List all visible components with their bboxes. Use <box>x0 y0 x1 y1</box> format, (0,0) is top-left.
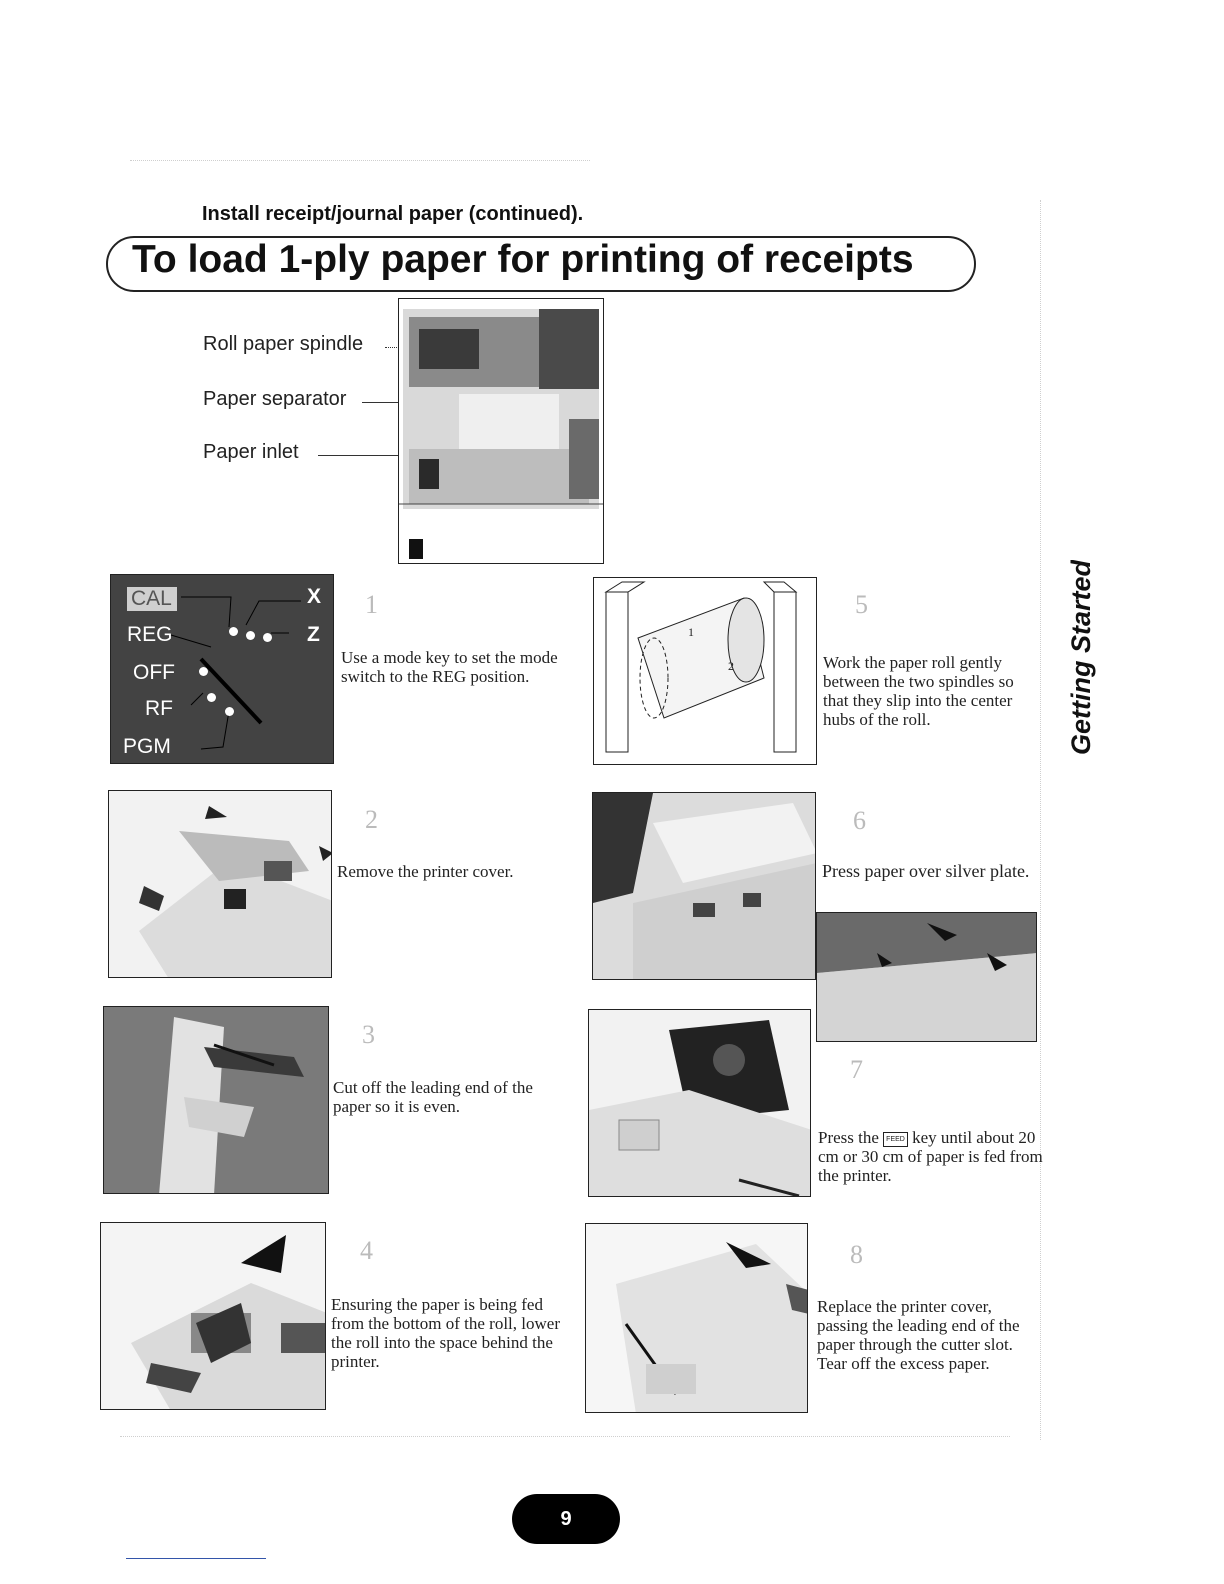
mode-position-dot <box>199 667 208 676</box>
mode-position-dot <box>263 633 272 642</box>
feed-paper-photo <box>588 1009 811 1197</box>
step-number: 6 <box>853 806 866 835</box>
callout-paper-inlet: Paper inlet <box>203 441 299 463</box>
step-text: Press paper over silver plate. <box>822 861 1030 881</box>
scan-artifact <box>120 1436 1010 1437</box>
step-text-part: key until about 20 cm or 30 cm of paper is fed from the printer. <box>818 1128 1043 1185</box>
step-text: Cut off the leading end of the paper so it is even. <box>333 1078 533 1116</box>
section-side-tab <box>1045 560 1105 760</box>
replace-cover-photo <box>585 1223 808 1413</box>
mode-key-switch-photo <box>110 574 334 764</box>
mode-label-off: OFF <box>133 661 175 684</box>
callout-roll-paper-spindle: Roll paper spindle <box>203 333 364 355</box>
feed-key-icon: FEED <box>883 1132 908 1147</box>
step-text: Remove the printer cover. <box>337 862 514 881</box>
mode-label-cal: CAL <box>131 587 172 610</box>
step-number: 3 <box>362 1020 375 1049</box>
silver-plate-photo <box>592 792 816 980</box>
step-text: Work the paper roll gently between the two spindles so that they slip into the center hubs of the roll. <box>823 653 1014 729</box>
step-text: Use a mode key to set the mode switch to the REG position. <box>341 648 558 686</box>
spindle-label-1: 1 <box>688 625 694 639</box>
scan-artifact <box>130 160 590 161</box>
remove-cover-photo <box>108 790 332 978</box>
callout-paper-separator: Paper separator <box>203 388 347 410</box>
step-text: Replace the printer cover, passing the leading end of the paper through the cutter slot. Tear off the excess paper. <box>817 1297 1020 1373</box>
mode-label-z: Z <box>307 623 320 646</box>
step-text: Ensuring the paper is being fed from the bottom of the roll, lower the roll into the space behind the printer. <box>331 1295 560 1371</box>
mode-position-dot <box>225 707 234 716</box>
printer-mechanism-photo <box>398 298 604 564</box>
page-number: 9 <box>512 1494 620 1544</box>
mode-position-dot <box>207 693 216 702</box>
footer-rule <box>126 1558 266 1559</box>
mode-label-reg: REG <box>127 623 173 646</box>
step-number: 7 <box>850 1055 863 1084</box>
mode-label-pgm: PGM <box>123 735 171 758</box>
mode-position-dot <box>229 627 238 636</box>
spindle-label-2: 2 <box>728 659 734 673</box>
step-number: 2 <box>365 805 378 834</box>
lower-roll-photo <box>100 1222 326 1410</box>
step-text-part: Press the <box>818 1128 879 1147</box>
spindle-diagram <box>593 577 817 765</box>
mode-label-rf: RF <box>145 697 173 720</box>
side-tab-label: Getting Started <box>1066 560 1096 755</box>
section-subtitle: Install receipt/journal paper (continued). <box>202 203 584 225</box>
page-title: To load 1-ply paper for printing of receipts <box>132 238 914 281</box>
cut-paper-photo <box>103 1006 329 1194</box>
step-number: 5 <box>855 590 868 619</box>
mode-position-dot <box>246 631 255 640</box>
silver-plate-closeup-photo <box>816 912 1037 1042</box>
step-number: 4 <box>360 1236 373 1265</box>
scan-artifact <box>1040 200 1041 1440</box>
step-text <box>818 1128 1043 1185</box>
mode-label-x: X <box>307 585 322 608</box>
step-number: 8 <box>850 1240 863 1269</box>
step-number: 1 <box>365 590 378 619</box>
